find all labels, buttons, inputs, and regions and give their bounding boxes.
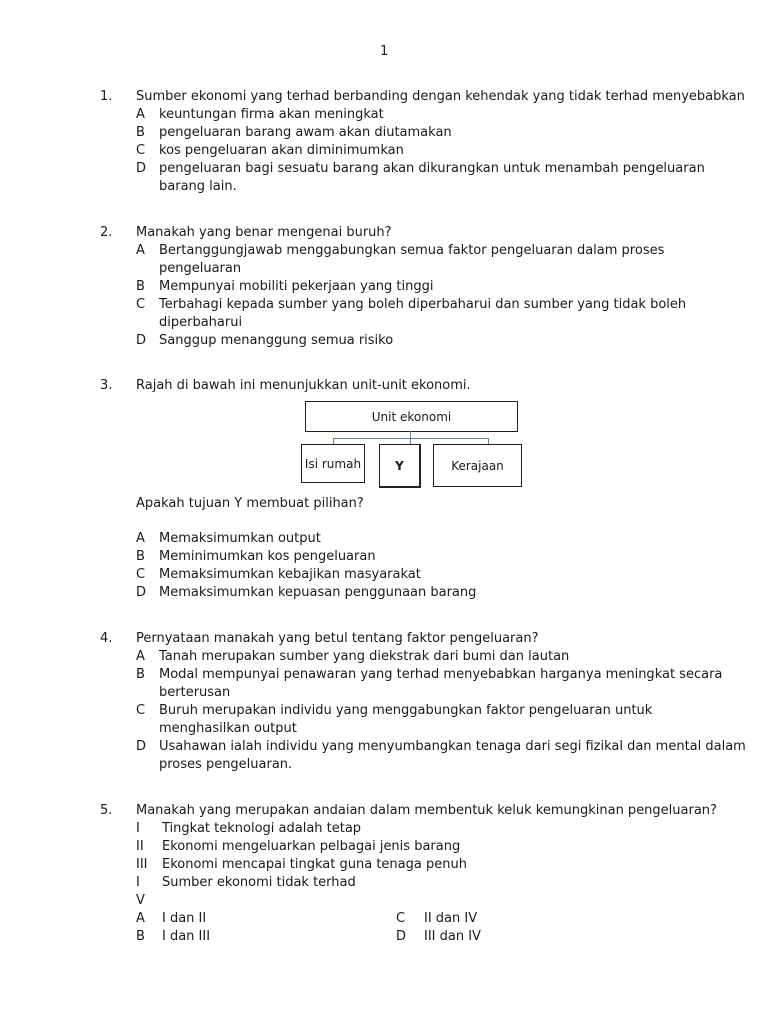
option-text: Buruh merupakan individu yang menggabungkan faktor pengeluaran untuk [159, 703, 653, 718]
option-text: pengeluaran barang awam akan diutamakan [159, 125, 452, 140]
option-d[interactable] [100, 738, 746, 756]
option-letter: C [136, 143, 146, 158]
option-letter: B [136, 549, 145, 564]
option-text: Bertanggungjawab menggabungkan semua faktor pengeluaran dalam proses [159, 243, 665, 258]
option-d-continuation [100, 178, 740, 196]
option-letter: A [136, 243, 145, 258]
statement-2 [100, 838, 740, 856]
option-letter: C [136, 567, 146, 582]
answer-row-1 [100, 910, 740, 928]
option-c-text: II dan IV [424, 911, 478, 926]
question-number: 4. [100, 631, 113, 646]
option-c-continuation [100, 720, 740, 738]
question-number: 2. [100, 225, 113, 240]
option-text: Meminimumkan kos pengeluaran [159, 549, 376, 564]
statement-text: Sumber ekonomi tidak terhad [162, 875, 356, 890]
economic-units-diagram [300, 400, 525, 490]
option-text: Mempunyai mobiliti pekerjaan yang tinggi [159, 279, 434, 294]
option-text: Memaksimumkan kebajikan masyarakat [159, 567, 421, 582]
option-a-text: I dan II [162, 911, 207, 926]
option-letter: B [136, 667, 145, 682]
option-letter: A [136, 649, 145, 664]
unit-ekonomi-label: Unit ekonomi [371, 409, 452, 424]
roman-numeral: I [136, 821, 140, 836]
question-3-options [100, 530, 740, 602]
option-text: keuntungan firma akan meningkat [159, 107, 384, 122]
roman-numeral: III [136, 857, 148, 872]
option-text-continued: proses pengeluaran. [159, 757, 293, 772]
option-d[interactable] [100, 584, 740, 602]
option-b[interactable] [100, 548, 740, 566]
option-d-text: III dan IV [424, 929, 481, 944]
option-c[interactable] [100, 142, 740, 160]
question-text: Pernyataan manakah yang betul tentang faktor pengeluaran? [136, 631, 539, 646]
question-text: Manakah yang benar mengenai buruh? [136, 225, 392, 240]
option-letter: C [136, 297, 146, 312]
option-a[interactable] [100, 648, 740, 666]
option-d-continuation [100, 756, 740, 774]
question-3 [100, 377, 740, 395]
option-a[interactable] [100, 242, 740, 260]
option-text: Terbahagi kepada sumber yang boleh diperbaharui dan sumber yang tidak boleh [159, 297, 687, 312]
roman-numeral-continued: V [136, 893, 145, 908]
option-text-continued: barang lain. [159, 179, 237, 194]
option-letter: A [136, 107, 145, 122]
kerajaan-box [433, 444, 522, 487]
statement-4-numeral-overflow [100, 892, 740, 910]
question-4 [100, 630, 746, 774]
roman-numeral: II [136, 839, 144, 854]
roman-numeral: I [136, 875, 140, 890]
kerajaan-label: Kerajaan [451, 458, 504, 473]
option-a[interactable] [100, 106, 740, 124]
question-number: 3. [100, 378, 113, 393]
question-3-prompt [100, 495, 740, 513]
option-text-continued: berterusan [159, 685, 231, 700]
option-letter: D [136, 333, 147, 348]
option-b-continuation [100, 684, 740, 702]
question-text: Rajah di bawah ini menunjukkan unit-unit ekonomi. [136, 378, 471, 393]
option-b[interactable] [100, 124, 740, 142]
option-a[interactable]: A [136, 911, 145, 926]
statement-text: Tingkat teknologi adalah tetap [162, 821, 362, 836]
option-b[interactable] [100, 278, 740, 296]
y-label: Y [395, 458, 404, 473]
option-d[interactable] [100, 332, 740, 350]
option-c[interactable] [100, 296, 740, 314]
question-text: Manakah yang merupakan andaian dalam membentuk keluk kemungkinan pengeluaran? [136, 803, 717, 818]
option-letter: C [136, 703, 146, 718]
question-2 [100, 224, 740, 350]
question-number: 5. [100, 803, 113, 818]
option-b[interactable]: B [136, 929, 145, 944]
option-text: Sanggup menanggung semua risiko [159, 333, 394, 348]
connector-trunk [410, 431, 411, 438]
option-text: kos pengeluaran akan diminimumkan [159, 143, 404, 158]
question-5 [100, 802, 740, 946]
option-a-continuation [100, 260, 740, 278]
question-number: 1. [100, 89, 113, 104]
option-text: Memaksimumkan output [159, 531, 321, 546]
y-box [379, 444, 421, 488]
unit-ekonomi-box [305, 401, 518, 432]
option-letter: A [136, 531, 145, 546]
statement-1 [100, 820, 740, 838]
option-text: Memaksimumkan kepuasan penggunaan barang [159, 585, 477, 600]
option-letter: B [136, 279, 145, 294]
option-text-continued: pengeluaran [159, 261, 242, 276]
statement-3 [100, 856, 740, 874]
statement-4 [100, 874, 740, 892]
option-b-text: I dan III [162, 929, 211, 944]
option-d[interactable] [100, 160, 740, 178]
option-text-continued: diperbaharui [159, 315, 243, 330]
option-a[interactable] [100, 530, 740, 548]
question-subtext: Apakah tujuan Y membuat pilihan? [136, 496, 364, 511]
option-text: Tanah merupakan sumber yang diekstrak dari bumi dan lautan [159, 649, 570, 664]
isi-rumah-box [301, 444, 365, 483]
page-number: 1 [380, 44, 389, 59]
option-b[interactable] [100, 666, 740, 684]
answer-row-2 [100, 928, 740, 946]
option-letter: D [136, 585, 147, 600]
option-letter: B [136, 125, 145, 140]
option-letter: D [136, 739, 147, 754]
option-text: pengeluaran bagi sesuatu barang akan dikurangkan untuk menambah pengeluaran [159, 161, 705, 176]
option-text: Usahawan ialah individu yang menyumbangkan tenaga dari segi fizikal dan mental dalam [159, 739, 746, 754]
option-c[interactable]: C [396, 911, 406, 926]
statement-text: Ekonomi mengeluarkan pelbagai jenis barang [162, 839, 461, 854]
statement-text: Ekonomi mencapai tingkat guna tenaga penuh [162, 857, 467, 872]
option-c[interactable] [100, 566, 740, 584]
isi-rumah-label: Isi rumah [304, 456, 362, 471]
option-text-continued: menghasilkan output [159, 721, 297, 736]
option-c-continuation [100, 314, 740, 332]
question-1 [100, 88, 745, 196]
option-text: Modal mempunyai penawaran yang terhad menyebabkan harganya meningkat secara [159, 667, 723, 682]
option-c[interactable] [100, 702, 740, 720]
question-text: Sumber ekonomi yang terhad berbanding dengan kehendak yang tidak terhad menyebabkan [136, 89, 745, 104]
option-d[interactable]: D [396, 929, 407, 944]
option-letter: D [136, 161, 147, 176]
